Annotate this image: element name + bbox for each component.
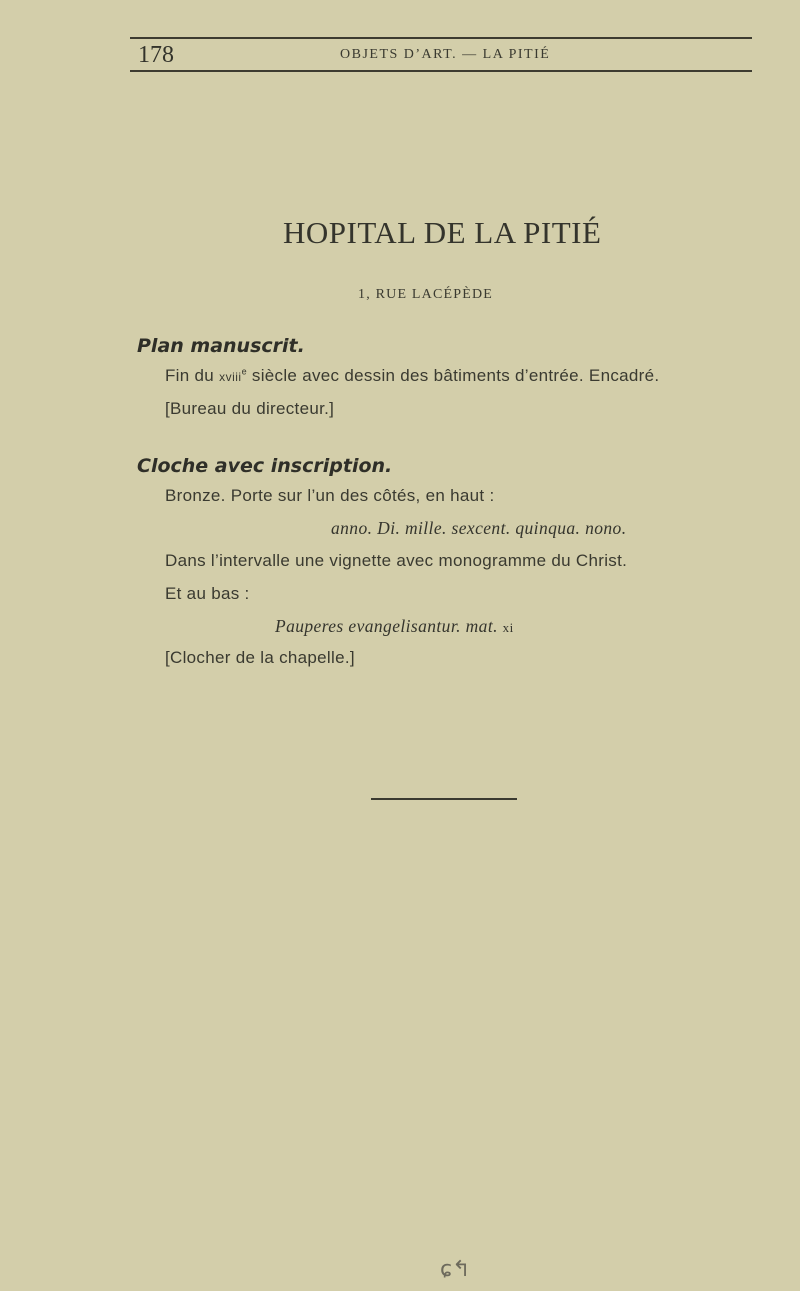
inscription-bottom-text: Pauperes evangelisantur. mat. bbox=[275, 616, 498, 636]
plan-description bbox=[165, 366, 659, 386]
header-top-rule bbox=[130, 37, 752, 39]
century-numeral: xviii bbox=[219, 370, 242, 384]
section-heading-cloche: Cloche avec inscription. bbox=[137, 455, 393, 477]
inscription-top: anno. Di. mille. sexcent. quinqua. nono. bbox=[331, 518, 627, 538]
plan-description-pre: Fin du bbox=[165, 366, 220, 385]
page-number: 178 bbox=[138, 42, 174, 68]
running-head: OBJETS D’ART. — LA PITIÉ bbox=[340, 47, 551, 62]
page-title: HOPITAL DE LA PITIÉ bbox=[283, 215, 602, 250]
inscription-bottom bbox=[275, 616, 514, 637]
section-heading-plan: Plan manuscrit. bbox=[137, 335, 305, 357]
cloche-location: [Clocher de la chapelle.] bbox=[165, 648, 355, 667]
cloche-bottom-intro: Et au bas : bbox=[165, 584, 250, 603]
plan-location: [Bureau du directeur.] bbox=[165, 399, 335, 418]
header-bottom-rule bbox=[130, 70, 752, 72]
end-rule bbox=[371, 798, 517, 800]
cloche-description: Bronze. Porte sur l’un des côtés, en haut : bbox=[165, 486, 495, 505]
stamp-mark: ɕ↰ bbox=[440, 1257, 471, 1282]
address: 1, RUE LACÉPÈDE bbox=[358, 287, 494, 302]
cloche-vignette: Dans l’intervalle une vignette avec monogramme du Christ. bbox=[165, 551, 628, 570]
inscription-bottom-ref: xi bbox=[502, 620, 514, 635]
plan-description-post: siècle avec dessin des bâtiments d’entrée. Encadré. bbox=[246, 366, 660, 385]
century-suffix: e bbox=[241, 366, 247, 377]
